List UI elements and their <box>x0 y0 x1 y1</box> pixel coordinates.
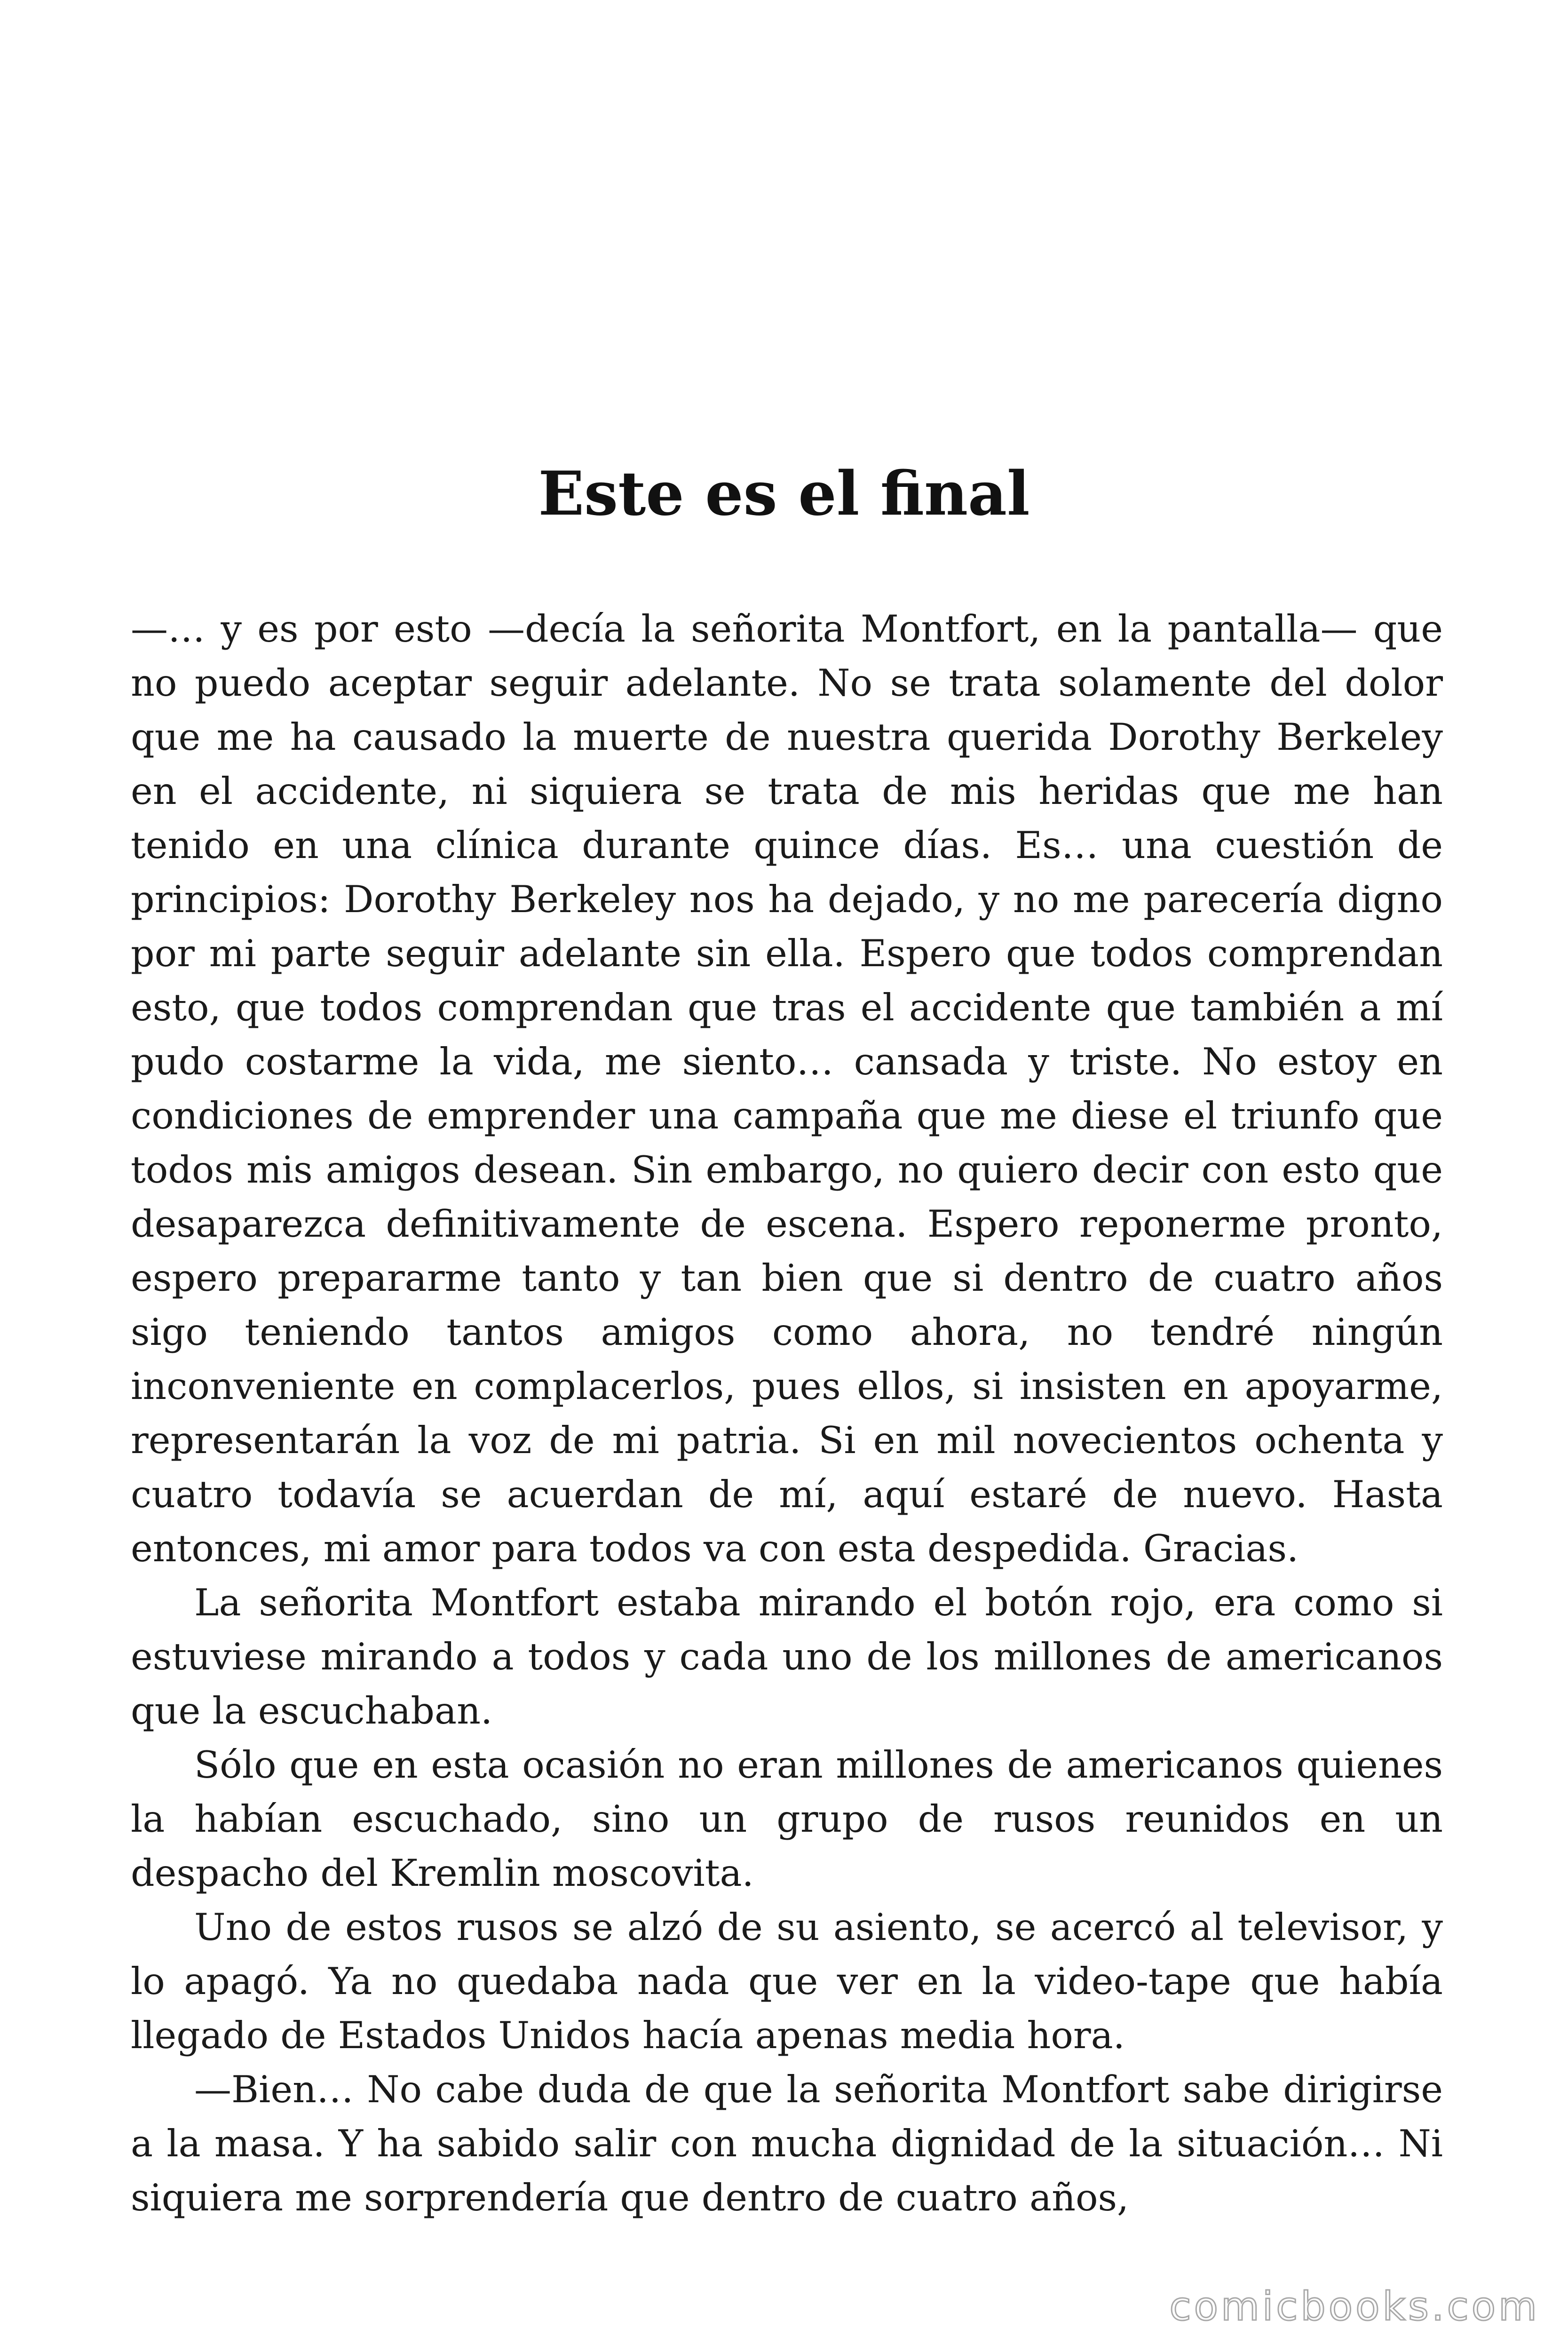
paragraph-5: —Bien… No cabe duda de que la señorita Montfort sabe dirigirse a la masa. Y ha sabido salir con mucha dignidad de la situación… Ni siquiera me sorprendería que dentro de cuatro años, <box>131 2068 1443 2219</box>
paragraph-3: Sólo que en esta ocasión no eran millones de americanos quienes la habían escuchado, sino un grupo de rusos reunidos en un despacho del Kremlin moscovita. <box>131 1743 1443 1895</box>
paragraph-4: Uno de estos rusos se alzó de su asiento, se acercó al televisor, y lo apagó. Ya no quedaba nada que ver en la video-tape que había llegado de Estados Unidos hacía apenas media hora. <box>131 1906 1443 2057</box>
paragraph-1: —… y es por esto —decía la señorita Montfort, en la pantalla— que no puedo aceptar seguir adelante. No se trata solamente del dolor que me ha causado la muerte de nuestra querida Dorothy Berkeley en el accidente, ni siquiera se trata de mis heridas que me han tenido en una clínica durante quince días. Es… una cuestión de principios: Dorothy Berkeley nos ha dejado, y no me parecería digno por mi parte seguir adelante sin ella. Espero que todos comprendan esto, que todos comprendan que tras el accidente que también a mí pudo costarme la vida, me siento… cansada y triste. No estoy en condiciones de emprender una campaña que me diese el triunfo que todos mis amigos desean. Sin embargo, no quiero decir con esto que desaparezca definitivamente de escena. Espero reponerme pronto, espero prepararme tanto y tan bien que si dentro de cuatro años sigo teniendo tantos amigos como ahora, no tendré ningún inconveniente en complacerlos, pues ellos, si insisten en apoyarme, representarán la voz de mi patria. Si en mil novecientos ochenta y cuatro todavía se acuerdan de mí, aquí estaré de nuevo. Hasta entonces, mi amor para todos va con esta despedida. Gracias. <box>131 607 1443 1570</box>
chapter-title: Este es el final <box>538 459 1030 529</box>
watermark: comicbooks.com <box>1169 2283 1540 2329</box>
paragraph-2: La señorita Montfort estaba mirando el botón rojo, era como si estuviese mirando a todos y cada uno de los millones de americanos que la escuchaban. <box>131 1581 1443 1732</box>
body-text <box>131 602 1443 2225</box>
